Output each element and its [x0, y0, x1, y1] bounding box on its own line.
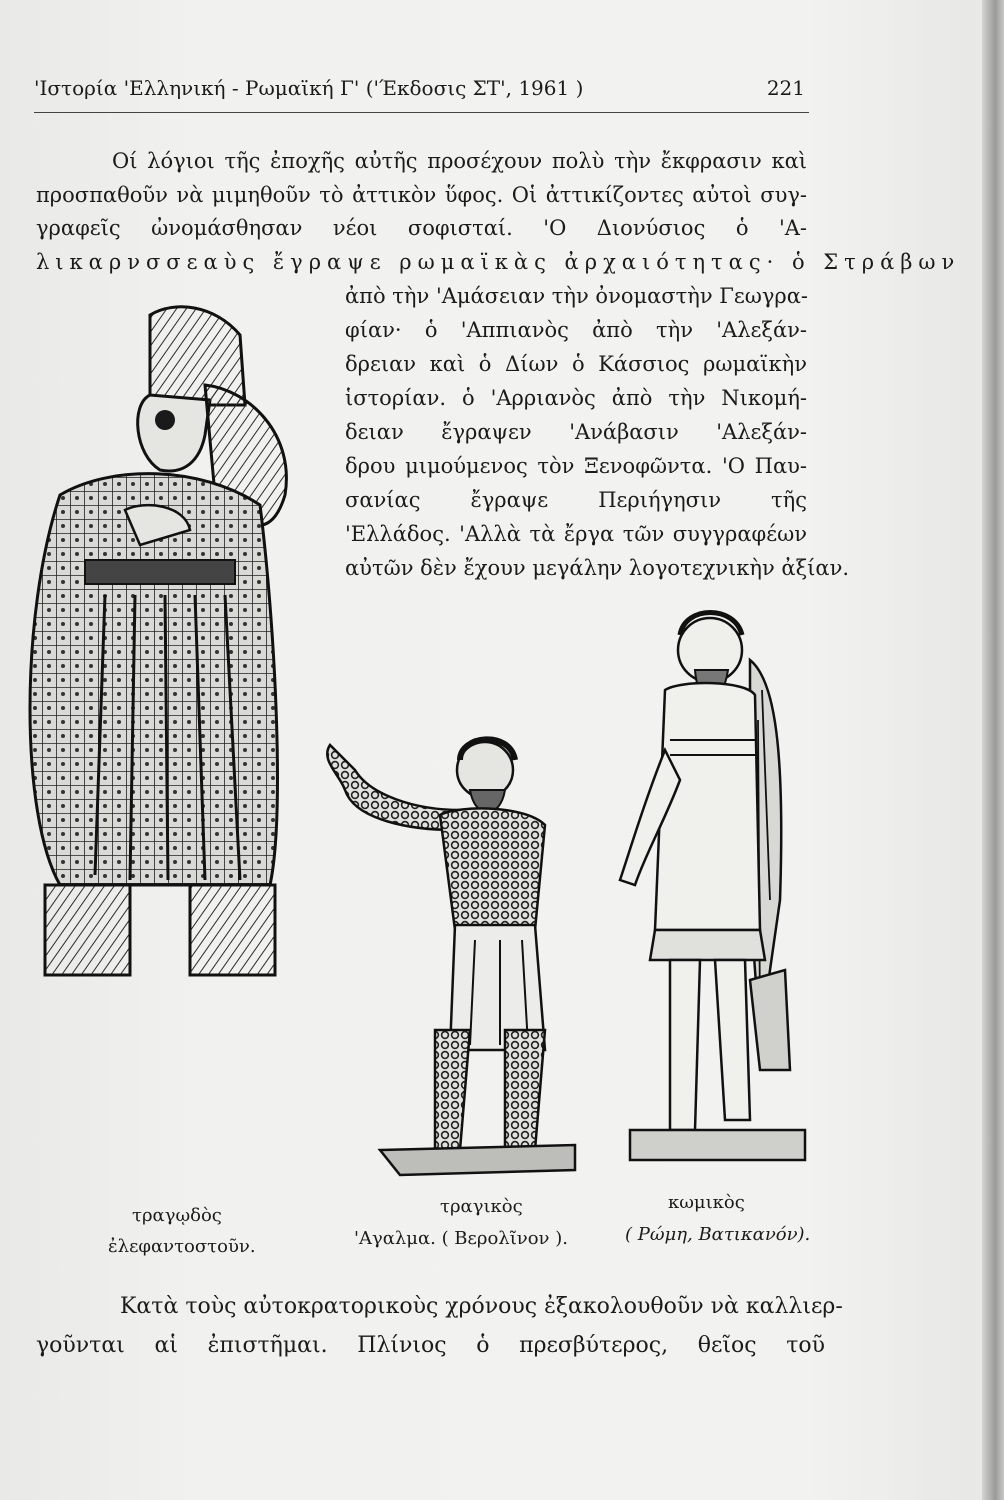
page-number: 221 [766, 76, 805, 100]
caption-right-subtitle: ( Ρώμη, Βατικανόν). [625, 1224, 811, 1245]
text-line: 'Ελλάδος. 'Αλλὰ τὰ ἔργα τῶν συγγραφέων [345, 522, 807, 546]
caption-left-subtitle: ἐλεφαντοστοῦν. [108, 1236, 256, 1257]
comic-actor-figure [610, 600, 810, 1180]
running-head: 'Ιστορία 'Ελληνική - Ρωμαϊκή Γ' ('Έκδοσις ΣΤ', 1961 ) [34, 76, 584, 100]
text-line: Κατὰ τοὺς αὐτοκρατορικοὺς χρόνους ἐξακολουθοῦν νὰ καλλιερ- [120, 1294, 843, 1319]
text-line: δειαν ἔγραψεν 'Ανάβασιν 'Αλεξάν- [345, 420, 807, 444]
text-line: ἀπὸ τὴν 'Αμάσειαν τὴν ὀνομαστὴν Γεωγρα- [345, 284, 809, 308]
text-line: γραφεῖς ὠνομάσθησαν νέοι σοφισταί. 'Ο Διονύσιος ὁ 'Α- [36, 216, 807, 240]
text-line: αὐτῶν δὲν ἔχουν μεγάλην λογοτεχνικὴν ἀξίαν. [345, 556, 850, 580]
text-line: ἱστορίαν. ὁ 'Αρριανὸς ἀπὸ τὴν Νικομή- [345, 386, 807, 410]
page-binding-shadow [982, 0, 1004, 1500]
text-line: σανίας ἔγραψε Περιήγησιν τῆς [345, 488, 807, 512]
tragic-actor-figure [310, 730, 580, 1180]
page-header [34, 72, 809, 113]
caption-middle-subtitle: 'Αγαλμα. ( Βερολῖνον ). [354, 1228, 568, 1249]
text-line: γοῦνται αἱ ἐπιστῆμαι. Πλίνιος ὁ πρεσβύτερος, θεῖος τοῦ [36, 1333, 825, 1358]
caption-middle-title: τραγικὸς [440, 1196, 523, 1217]
text-line: λικαρνσσεαὺς ἔγραψε ρωμαϊκὰς ἀρχαιότητας· ὁ Στράβων [36, 250, 961, 274]
caption-right-title: κωμικὸς [668, 1192, 745, 1213]
text-line: δρου μιμούμενος τὸν Ξενοφῶντα. 'Ο Παυ- [345, 454, 807, 478]
tragedian-ivory-figure [0, 295, 300, 985]
text-line: φίαν· ὁ 'Αππιανὸς ἀπὸ τὴν 'Αλεξάν- [345, 318, 807, 342]
text-line: δρειαν καὶ ὁ Δίων ὁ Κάσσιος ρωμαϊκὴν [345, 352, 807, 376]
text-line: προσπαθοῦν νὰ μιμηθοῦν τὸ ἀττικὸν ὕφος. Οἱ ἀττικίζοντες αὐτοὶ συγ- [36, 183, 807, 207]
caption-left-title: τραγῳδὸς [132, 1205, 222, 1226]
text-line: Οί λόγιοι τῆς ἐποχῆς αὐτῆς προσέχουν πολὺ τὴν ἔκφρασιν καὶ [112, 149, 807, 173]
